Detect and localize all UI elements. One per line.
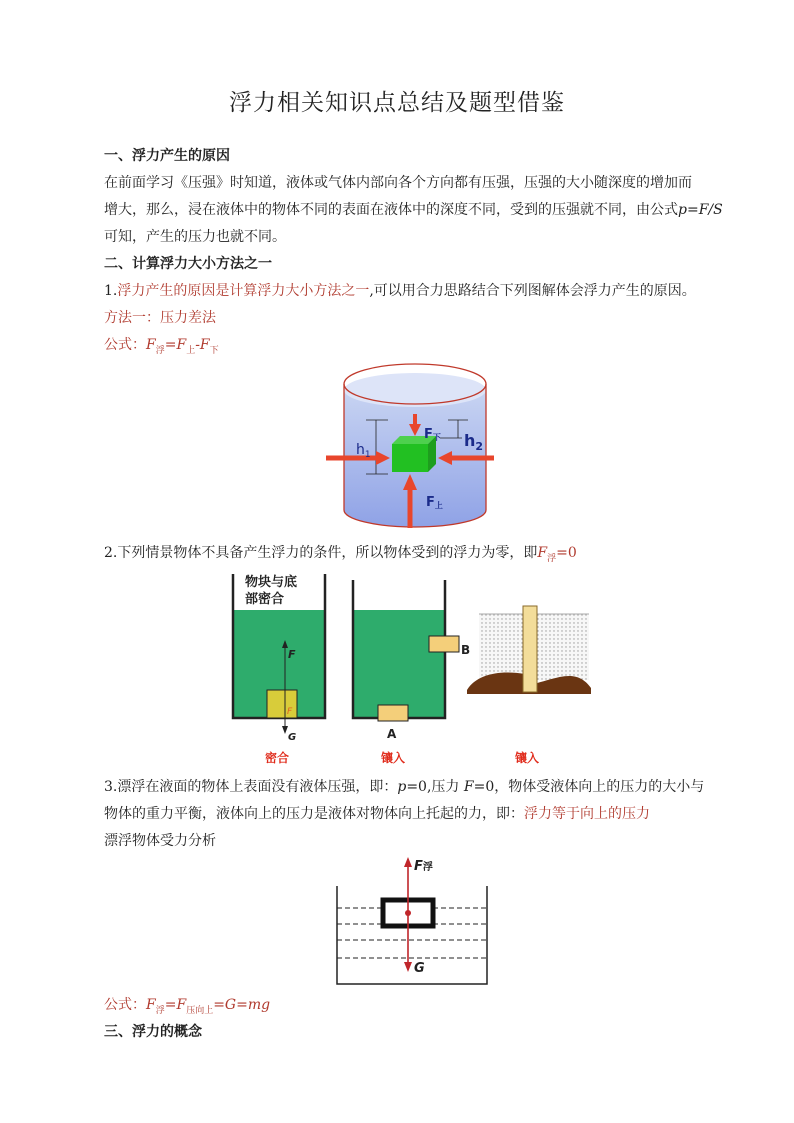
item-3-line-2	[104, 802, 650, 826]
buoyancy-arrow	[404, 857, 412, 867]
block-b	[429, 636, 459, 652]
block-sealed	[267, 690, 297, 718]
formula-symbol: F	[537, 545, 548, 561]
pressure-formula: p=F/S	[678, 202, 723, 218]
container-2-water	[353, 610, 445, 718]
formula-subscript: 浮	[155, 345, 165, 356]
water-surface	[344, 373, 486, 407]
container-1-label-line2: 部密合	[245, 592, 285, 607]
item-3-line-1	[104, 775, 704, 799]
block-a	[378, 705, 408, 721]
paragraph-line: 在前面学习《压强》时知道，液体或气体内部向各个方向都有压强，压强的大小随深度的增加而	[104, 175, 692, 191]
formula-symbol: =F	[164, 997, 187, 1013]
container-1-label-line1: 物块与底	[245, 575, 298, 590]
float-caption: 漂浮物体受力分析	[104, 833, 216, 849]
highlight-text: 浮力等于向上的压力	[524, 806, 650, 822]
stake	[523, 606, 537, 692]
formula-subscript: 浮	[155, 1005, 165, 1016]
f-down-label: F下	[424, 427, 441, 442]
formula-symbol: F	[146, 997, 156, 1013]
gravity-label: G	[414, 961, 425, 976]
highlight-text: 浮力产生的原因是计算浮力大小方法之一	[117, 283, 370, 299]
f-up-label: F上	[426, 495, 443, 510]
floating-force-figure	[330, 852, 494, 988]
section-heading-3: 三、浮力的概念	[104, 1024, 202, 1040]
formula-2	[104, 993, 270, 1023]
force-f-small-label: F	[287, 707, 293, 717]
method-label: 方法一：压力差法	[104, 310, 216, 326]
item-text: 2.下列情景物体不具备产生浮力的条件，所以物体受到的浮力为零，即	[104, 545, 538, 561]
no-buoyancy-figure	[225, 570, 605, 768]
formula-value: =0	[556, 545, 577, 561]
paragraph-line	[104, 198, 723, 222]
formula-symbol: F	[463, 779, 474, 795]
item-text: 3.漂浮在液面的物体上表面没有液体压强，即：	[104, 779, 398, 795]
buoyancy-label: F浮	[414, 859, 433, 874]
caption-sealed: 密合	[265, 751, 290, 765]
section-heading-2: 二、计算浮力大小方法之一	[104, 256, 272, 272]
page-title: 浮力相关知识点总结及题型借鉴	[229, 90, 565, 116]
formula-1	[104, 333, 219, 363]
item-1	[104, 279, 696, 303]
formula-subscript: 下	[209, 345, 219, 356]
formula-symbol: -F	[195, 337, 210, 353]
caption-embedded-2: 镶入	[515, 751, 540, 765]
item-text: ,可以用合力思路结合下列图解体会浮力产生的原因。	[369, 283, 696, 299]
pressure-difference-figure	[320, 360, 510, 538]
center-point	[405, 910, 411, 916]
formula-subscript: 压向上	[186, 1005, 214, 1016]
item-number: 1.	[104, 283, 118, 299]
block-front	[392, 444, 428, 472]
formula-symbol: p	[397, 779, 407, 795]
formula-label: 公式：	[104, 337, 146, 353]
gravity-arrow	[404, 962, 412, 972]
item-text: 物体的重力平衡，液体向上的压力是液体对物体向上托起的力，即：	[104, 806, 524, 822]
block-a-label: A	[387, 727, 397, 741]
formula-symbol: =F	[164, 337, 187, 353]
h2-label: $h_2$	[464, 431, 484, 453]
paragraph-line: 可知，产生的压力也就不同。	[104, 229, 286, 245]
formula-label: 公式：	[104, 997, 146, 1013]
item-2	[104, 541, 577, 571]
force-f-label: F	[288, 648, 296, 661]
block-b-label: B	[461, 643, 471, 657]
paragraph-text: 增大，那么，浸在液体中的物体不同的表面在液体中的深度不同，受到的压强就不同，由公式	[104, 202, 678, 218]
gravity-g-label: G	[288, 732, 297, 743]
item-text: =0,压力	[406, 779, 464, 795]
formula-symbol: =G=mg	[213, 997, 271, 1013]
section-heading-1: 一、浮力产生的原因	[104, 148, 230, 164]
formula-symbol: F	[146, 337, 156, 353]
caption-embedded-1: 镶入	[381, 751, 406, 765]
h1-label: $h_1$	[356, 442, 371, 460]
item-text: =0，物体受液体向上的压力的大小与	[473, 779, 705, 795]
formula-subscript: 上	[186, 345, 196, 356]
formula-subscript: 浮	[547, 553, 557, 564]
